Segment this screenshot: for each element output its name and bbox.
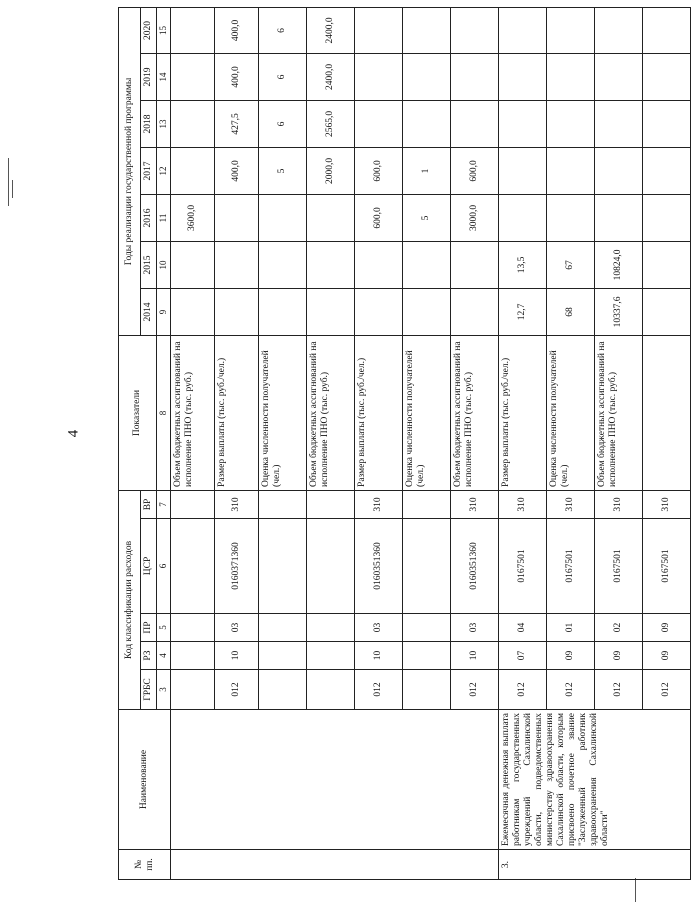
header-year: 2019 <box>141 53 157 100</box>
code-csr: 0167501 <box>595 519 643 614</box>
code-pr <box>259 614 307 642</box>
code-rz <box>259 642 307 670</box>
header-year: 2017 <box>141 147 157 194</box>
code-pr <box>307 614 355 642</box>
data-rows <box>171 7 691 879</box>
code-csr: 0160351360 <box>355 519 403 614</box>
year-value <box>547 147 595 194</box>
code-vr <box>259 490 307 518</box>
code-rz <box>403 642 451 670</box>
scan-edge-mark <box>635 878 636 902</box>
year-value: 6 <box>259 7 307 53</box>
code-rz: 09 <box>547 642 595 670</box>
year-value: 3600,0 <box>171 194 215 241</box>
year-value <box>643 7 691 53</box>
year-value <box>259 241 307 288</box>
colnum: 15 <box>157 7 171 53</box>
year-value <box>547 7 595 53</box>
code-rz: 07 <box>499 642 547 670</box>
year-value <box>403 7 451 53</box>
code-pr <box>171 614 215 642</box>
year-value <box>307 241 355 288</box>
code-csr <box>259 519 307 614</box>
year-value: 68 <box>547 288 595 335</box>
year-value <box>643 147 691 194</box>
year-value: 5 <box>259 147 307 194</box>
section-name: Ежемесячная денежная выплата работникам государственных учреждений Сахалинской области, подведомственных министерству здравоохранения Сахалинской области, которым присвоено почетное звание "Заслуженный работник здравоохранения Сахалинской области" <box>499 710 691 850</box>
indicator-cell: Объем бюджетных ассигнований на исполнение ПНО (тыс. руб.) <box>171 335 215 490</box>
code-grbs: 012 <box>595 670 643 710</box>
section-number: 3. <box>499 850 691 880</box>
code-csr: 0167501 <box>499 519 547 614</box>
year-value <box>595 147 643 194</box>
year-value: 6 <box>259 100 307 147</box>
code-grbs: 012 <box>499 670 547 710</box>
year-value <box>171 288 215 335</box>
year-value: 67 <box>547 241 595 288</box>
year-value: 2565,0 <box>307 100 355 147</box>
indicator-cell: Объем бюджетных ассигнований на исполнение ПНО (тыс. руб.) <box>451 335 499 490</box>
colnum: 8 <box>157 335 171 490</box>
year-value <box>595 53 643 100</box>
table-row <box>171 7 215 879</box>
header-years-group: Годы реализации государственной программы <box>119 7 141 335</box>
page-number: 4 <box>65 429 82 438</box>
code-grbs <box>259 670 307 710</box>
year-value <box>259 194 307 241</box>
year-value <box>499 7 547 53</box>
code-csr: 0167501 <box>643 519 691 614</box>
year-value <box>307 194 355 241</box>
year-value: 600,0 <box>355 147 403 194</box>
year-value <box>643 288 691 335</box>
row-name-cell <box>171 710 499 850</box>
indicator-cell: Оценка численности получателей (чел.) <box>403 335 451 490</box>
header-year: 2015 <box>141 241 157 288</box>
indicator-cell: Объем бюджетных ассигнований на исполнение ПНО (тыс. руб.) <box>595 335 643 490</box>
code-grbs: 012 <box>355 670 403 710</box>
year-value <box>547 194 595 241</box>
year-value <box>355 288 403 335</box>
year-value <box>451 100 499 147</box>
code-rz: 10 <box>215 642 259 670</box>
year-value: 12,7 <box>499 288 547 335</box>
code-grbs <box>307 670 355 710</box>
header-row-1 <box>119 7 141 879</box>
year-value <box>643 53 691 100</box>
year-value <box>355 241 403 288</box>
year-value <box>403 241 451 288</box>
code-pr: 03 <box>451 614 499 642</box>
colnum: 5 <box>157 614 171 642</box>
year-value <box>171 7 215 53</box>
year-value <box>595 194 643 241</box>
code-grbs <box>403 670 451 710</box>
year-value <box>355 100 403 147</box>
code-pr: 02 <box>595 614 643 642</box>
year-value <box>451 241 499 288</box>
year-value <box>451 7 499 53</box>
code-rz: 09 <box>595 642 643 670</box>
year-value <box>547 100 595 147</box>
header-rz: РЗ <box>141 642 157 670</box>
year-value <box>171 100 215 147</box>
indicator-cell <box>643 335 691 490</box>
year-value: 400,0 <box>215 7 259 53</box>
code-csr: 0160351360 <box>451 519 499 614</box>
colnum: 3 <box>157 670 171 710</box>
year-value <box>171 241 215 288</box>
code-vr: 310 <box>595 490 643 518</box>
colnum: 13 <box>157 100 171 147</box>
year-value: 10824,0 <box>595 241 643 288</box>
year-value <box>355 7 403 53</box>
colnum: 10 <box>157 241 171 288</box>
year-value <box>171 147 215 194</box>
code-csr <box>171 519 215 614</box>
year-value: 2400,0 <box>307 7 355 53</box>
header-codes: Код классификации расходов <box>119 490 141 709</box>
year-value <box>595 7 643 53</box>
year-value: 13,5 <box>499 241 547 288</box>
colnum: 14 <box>157 53 171 100</box>
year-value <box>643 194 691 241</box>
code-vr <box>171 490 215 518</box>
colnum: 7 <box>157 490 171 518</box>
code-csr <box>307 519 355 614</box>
header-pr: ПР <box>141 614 157 642</box>
indicator-cell: Оценка численности получателей (чел.) <box>547 335 595 490</box>
code-vr: 310 <box>643 490 691 518</box>
rotated-table-wrapper <box>118 8 671 880</box>
header-year: 2014 <box>141 288 157 335</box>
code-pr <box>403 614 451 642</box>
indicator-cell: Оценка численности получателей (чел.) <box>259 335 307 490</box>
colnum: 11 <box>157 194 171 241</box>
header-year: 2020 <box>141 7 157 53</box>
code-pr: 01 <box>547 614 595 642</box>
year-value: 5 <box>403 194 451 241</box>
year-value <box>403 100 451 147</box>
year-value <box>451 288 499 335</box>
code-grbs: 012 <box>215 670 259 710</box>
year-value <box>215 288 259 335</box>
year-value <box>547 53 595 100</box>
header-num: № пп. <box>119 850 171 880</box>
year-value <box>215 194 259 241</box>
colnum: 9 <box>157 288 171 335</box>
code-csr: 0167501 <box>547 519 595 614</box>
code-grbs <box>171 670 215 710</box>
year-value: 10337,6 <box>595 288 643 335</box>
year-value: 2000,0 <box>307 147 355 194</box>
year-value <box>499 147 547 194</box>
code-grbs: 012 <box>643 670 691 710</box>
header-indicators: Показатели <box>119 335 157 490</box>
code-vr <box>307 490 355 518</box>
indicator-cell: Объем бюджетных ассигнований на исполнение ПНО (тыс. руб.) <box>307 335 355 490</box>
indicator-cell: Размер выплаты (тыс. руб./чел.) <box>355 335 403 490</box>
year-value: 3000,0 <box>451 194 499 241</box>
code-vr: 310 <box>499 490 547 518</box>
scan-margin-mark <box>8 158 9 206</box>
header-grbs: ГРБС <box>141 670 157 710</box>
code-rz <box>307 642 355 670</box>
code-vr: 310 <box>547 490 595 518</box>
code-pr: 04 <box>499 614 547 642</box>
year-value: 400,0 <box>215 53 259 100</box>
code-vr <box>403 490 451 518</box>
year-value: 600,0 <box>451 147 499 194</box>
year-value <box>643 100 691 147</box>
code-grbs: 012 <box>451 670 499 710</box>
code-csr <box>403 519 451 614</box>
code-pr: 09 <box>643 614 691 642</box>
year-value: 427,5 <box>215 100 259 147</box>
header-csr: ЦСР <box>141 519 157 614</box>
code-csr: 0160371360 <box>215 519 259 614</box>
year-value: 1 <box>403 147 451 194</box>
indicator-cell: Размер выплаты (тыс. руб./чел.) <box>499 335 547 490</box>
year-value <box>499 194 547 241</box>
header-year: 2018 <box>141 100 157 147</box>
code-rz <box>171 642 215 670</box>
code-pr: 03 <box>215 614 259 642</box>
code-grbs: 012 <box>547 670 595 710</box>
year-value <box>259 288 307 335</box>
year-value <box>307 288 355 335</box>
header-year: 2016 <box>141 194 157 241</box>
code-rz: 10 <box>451 642 499 670</box>
indicator-cell: Размер выплаты (тыс. руб./чел.) <box>215 335 259 490</box>
scan-margin-mark <box>12 180 13 198</box>
code-vr: 310 <box>451 490 499 518</box>
year-value <box>451 53 499 100</box>
code-vr: 310 <box>355 490 403 518</box>
code-rz: 10 <box>355 642 403 670</box>
code-rz: 09 <box>643 642 691 670</box>
code-vr: 310 <box>215 490 259 518</box>
year-value <box>499 100 547 147</box>
header-vr: ВР <box>141 490 157 518</box>
year-value <box>171 53 215 100</box>
colnum: 12 <box>157 147 171 194</box>
year-value <box>215 241 259 288</box>
colnum: 6 <box>157 519 171 614</box>
year-value: 400,0 <box>215 147 259 194</box>
year-value <box>595 100 643 147</box>
year-value: 2400,0 <box>307 53 355 100</box>
year-value <box>643 241 691 288</box>
year-value <box>403 53 451 100</box>
header-name: Наименование <box>119 710 171 850</box>
program-table <box>118 7 691 880</box>
row-num-cell <box>171 850 499 880</box>
year-value: 6 <box>259 53 307 100</box>
code-pr: 03 <box>355 614 403 642</box>
year-value <box>499 53 547 100</box>
table-row <box>499 7 547 879</box>
year-value <box>403 288 451 335</box>
year-value <box>355 53 403 100</box>
year-value: 600,0 <box>355 194 403 241</box>
colnum: 4 <box>157 642 171 670</box>
